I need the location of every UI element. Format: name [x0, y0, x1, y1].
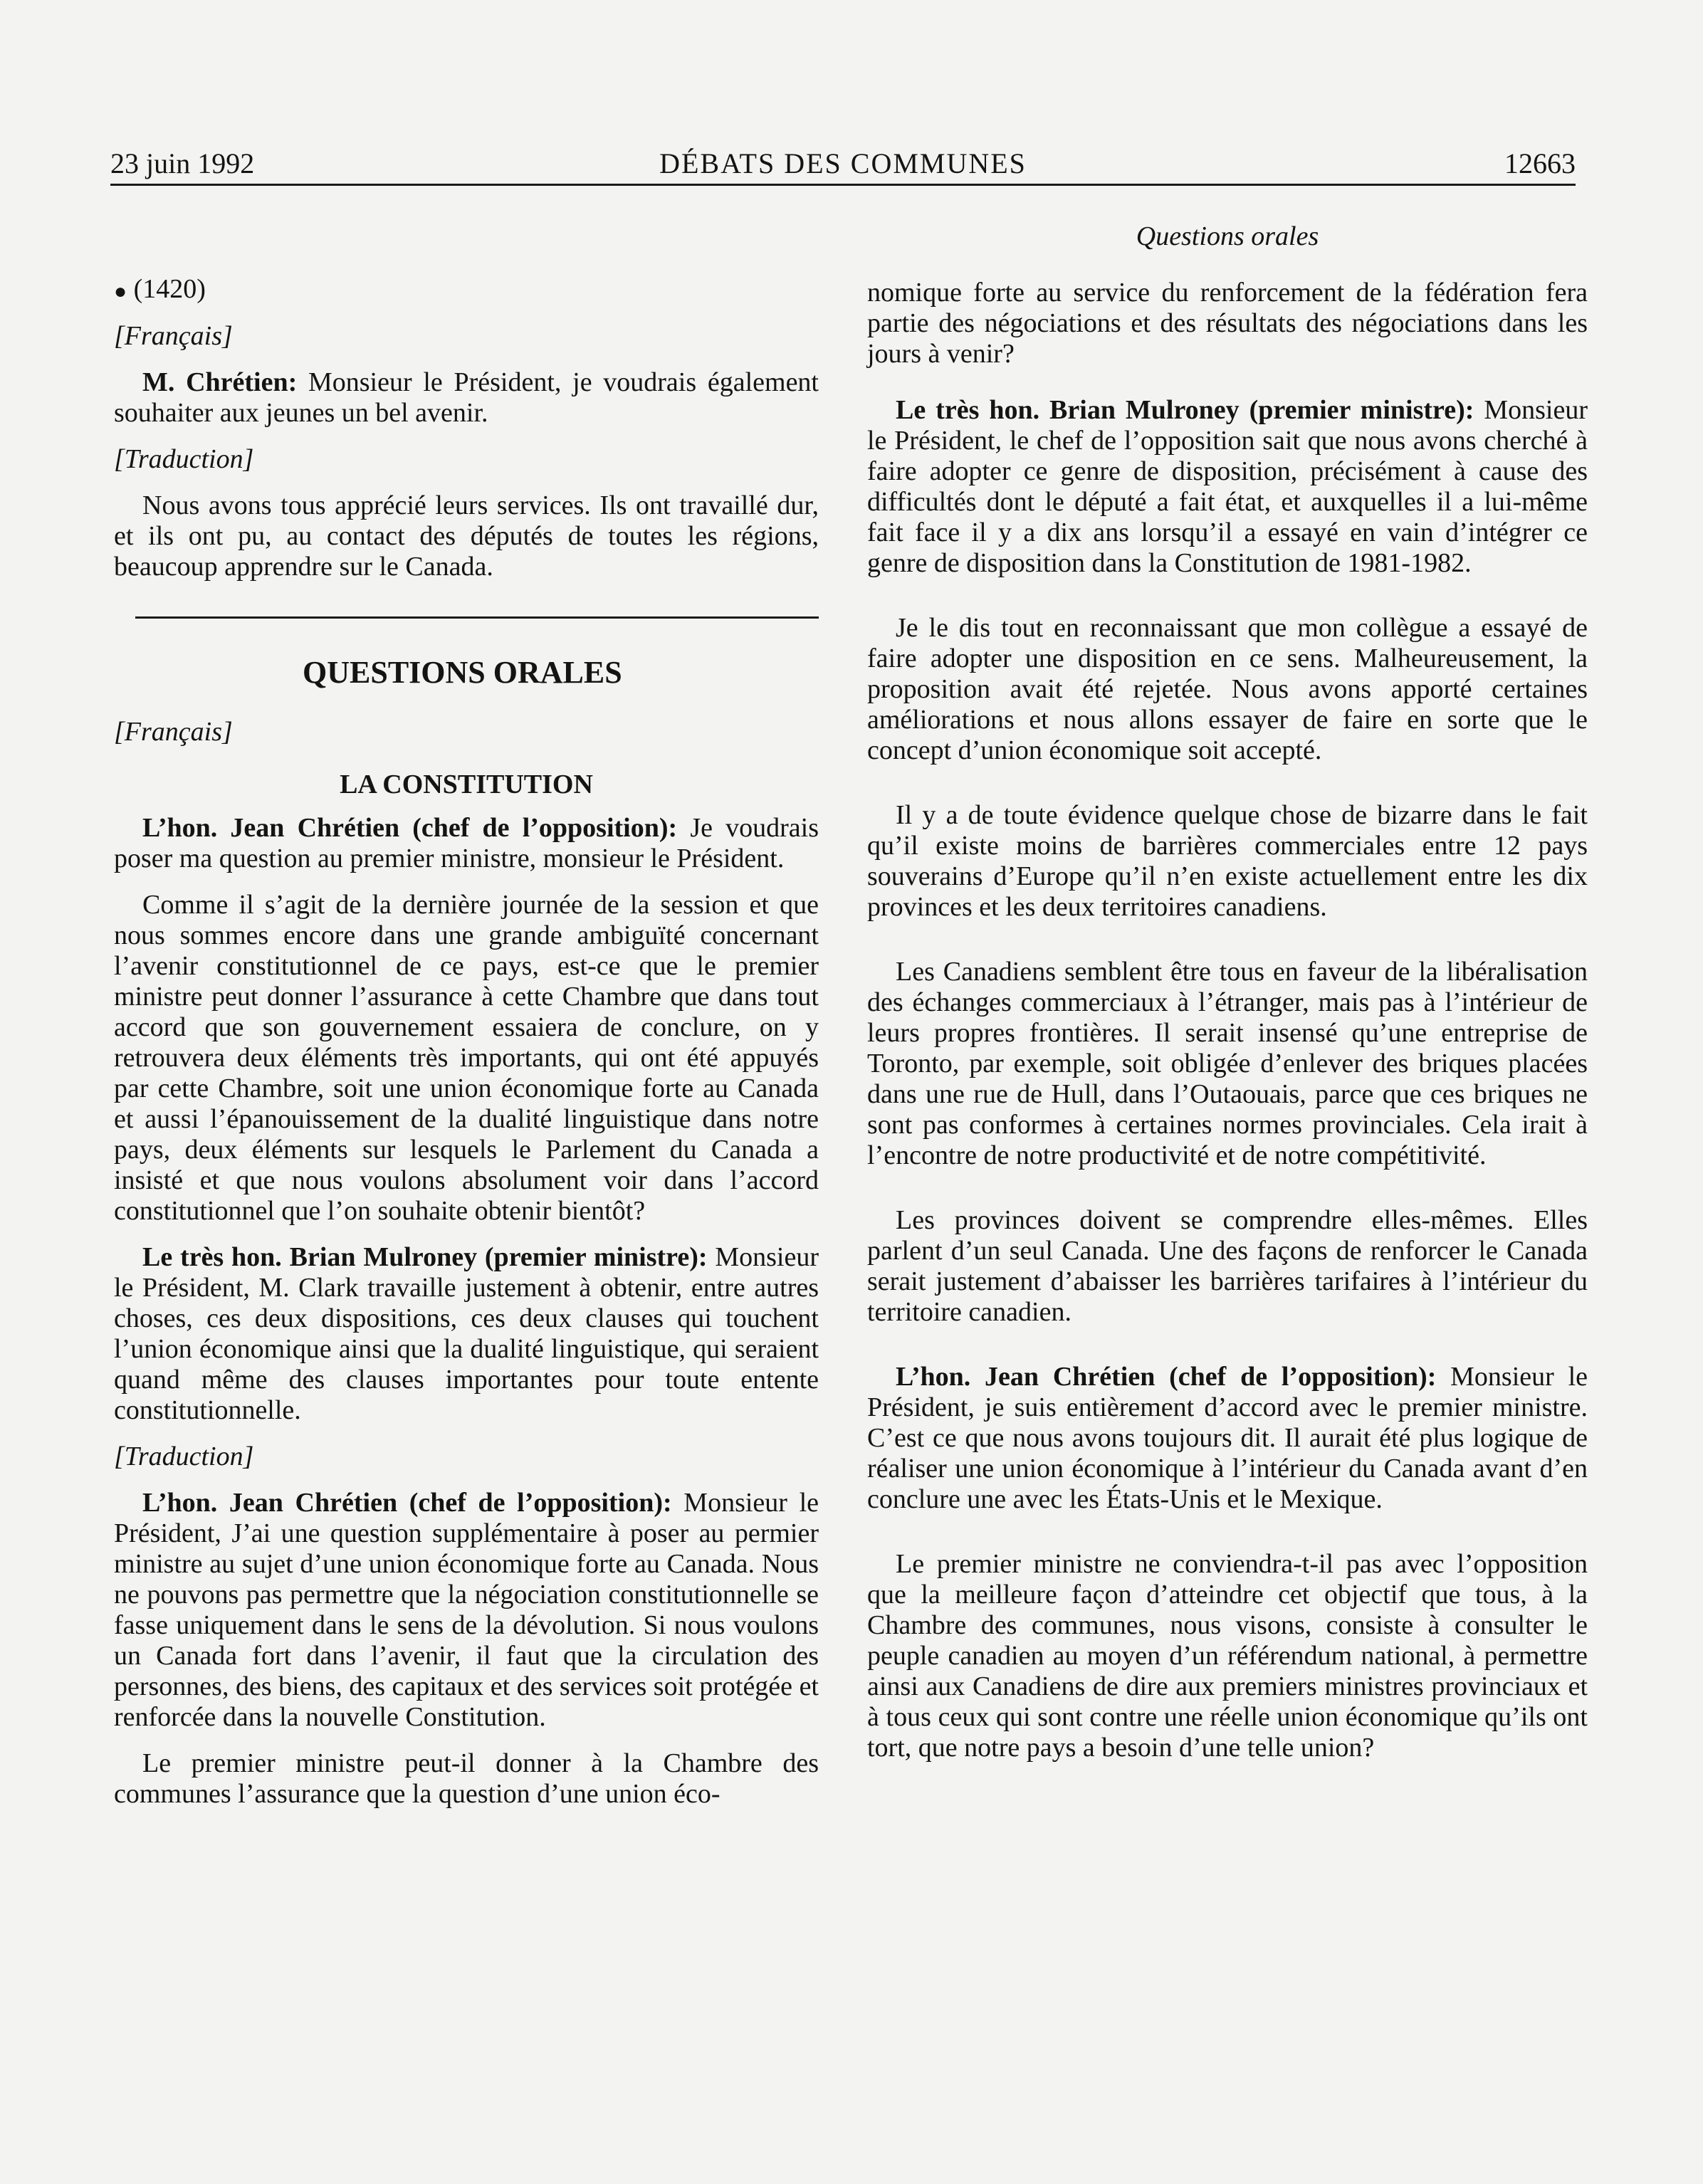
speech-text: Monsieur le Président, le chef de l’opposition sait que nous avons cherché à faire adopter ce genre de disposition, précisément à cause des difficultés dont le député a fait état, et auxquelles il a lui-même fait face il y a dix ans lorsqu’il a essayé en vain d’intégrer ce genre de disposition dans la Constitution de 1981-1982. — [867, 395, 1588, 578]
paragraph: Nous avons tous apprécié leurs services. Ils ont travaillé dur, et ils ont pu, au contact des députés de toutes les régions, beaucoup apprendre sur le Canada. — [114, 490, 819, 582]
speech-text: Je voudrais poser ma question au premier ministre, monsieur le Président. — [114, 812, 819, 873]
paragraph — [867, 395, 1588, 579]
language-tag: [Traduction] — [114, 1441, 254, 1471]
left-column — [114, 274, 819, 1810]
header-title: DÉBATS DES COMMUNES — [659, 147, 1027, 179]
paragraph: nomique forte au service du renforcement de la fédération fera partie des négociations et des résultats des négociations dans les jours à venir? — [867, 278, 1588, 369]
speech-text: Monsieur le Président, je voudrais également souhaiter aux jeunes un bel avenir. — [114, 367, 819, 428]
speech-text: Monsieur le Président, J’ai une question supplémentaire à poser au permier ministre au sujet d’une union économique forte au Canada. Nous ne pouvons pas permettre que la négociation constitutionnelle se fasse uniquement dans le sens de la dévolution. Si nous voulons un Canada fort dans l’avenir, il faut que la circulation des personnes, des biens, des capitaux et des services soit protégée et renforcée dans la nouvelle Constitution. — [114, 1487, 819, 1732]
section-divider — [135, 616, 819, 619]
speaker-name: M. Chrétien: — [142, 367, 298, 397]
speech-text: Monsieur le Président, M. Clark travaille justement à obtenir, entre autres choses, ces deux dispositions, ces deux clauses qui touchent l’union économique ainsi que la dualité linguistique, qui seraient quand même des clauses importantes pour toute entente constitutionnelle. — [114, 1241, 819, 1425]
language-tag: [Français] — [114, 716, 233, 747]
paragraph — [114, 367, 819, 429]
paragraph — [114, 1242, 819, 1426]
speaker-name: L’hon. Jean Chrétien (chef de l’opposition): — [142, 1487, 672, 1518]
paragraph: Les provinces doivent se comprendre elles-mêmes. Elles parlent d’un seul Canada. Une des façons de renforcer le Canada serait justement d’abaisser les barrières tarifaires à l’intérieur du territoire canadien. — [867, 1205, 1588, 1327]
paragraph: Le premier ministre ne conviendra-t-il pas avec l’opposition que la meilleure façon d’atteindre cet objectif que tous, à la Chambre des communes, nous visons, consiste à consulter le peuple canadien au moyen d’un référendum national, à permettre ainsi aux Canadiens de dire aux premiers ministres provinciaux et à tous ceux qui sont contre une réelle union économique qu’ils ont tort, que notre pays a besoin d’une telle union? — [867, 1549, 1588, 1763]
subsection-title: LA CONSTITUTION — [340, 769, 593, 799]
paragraph — [867, 1362, 1588, 1515]
paragraph — [114, 1488, 819, 1733]
speaker-name: Le très hon. Brian Mulroney (premier ministre): — [142, 1241, 708, 1272]
speaker-name: L’hon. Jean Chrétien (chef de l’opposition): — [896, 1362, 1437, 1392]
bullet-icon: ● — [114, 279, 127, 303]
paragraph: Les Canadiens semblent être tous en faveur de la libéralisation des échanges commerciaux à l’étranger, mais pas à l’intérieur de leurs propres frontières. Il serait insensé qu’une entreprise de Toronto, par exemple, soit obligée d’enlever des briques placées dans une rue de Hull, dans l’Outaouais, parce que ces briques ne sont pas conformes à certaines normes provinciales. Cela irait à l’encontre de notre productivité et de notre compétitivité. — [867, 957, 1588, 1170]
paragraph: Il y a de toute évidence quelque chose de bizarre dans le fait qu’il existe moins de barrières commerciales entre 12 pays souverains d’Europe qu’il n’en existe actuellement entre les dix provinces et les deux territoires canadiens. — [867, 800, 1588, 922]
paragraph: Je le dis tout en reconnaissant que mon collègue a essayé de faire adopter une disposition en ce sens. Malheureusement, la proposition avait été rejetée. Nous avons apporté certaines améliorations et nous allons essayer de faire en sorte que le concept d’union économique soit accepté. — [867, 613, 1588, 765]
speech-text: Monsieur le Président, je suis entièrement d’accord avec le premier ministre. C’est ce que nous avons toujours dit. Il aurait été plus logique de réaliser une union économique à l’intérieur du Canada avant d’en conclure une avec les États-Unis et le Mexique. — [867, 1362, 1588, 1514]
header-date: 23 juin 1992 — [110, 147, 255, 179]
section-title: QUESTIONS ORALES — [303, 654, 622, 690]
paragraph: Le premier ministre peut-il donner à la Chambre des communes l’assurance que la question d’une union éco- — [114, 1748, 819, 1809]
language-tag: [Français] — [114, 320, 233, 351]
timestamp — [114, 274, 819, 307]
right-column — [867, 278, 1588, 1763]
page-header — [110, 147, 1576, 186]
paragraph — [114, 813, 819, 874]
header-page-number: 12663 — [1504, 147, 1576, 179]
timestamp-text: (1420) — [133, 274, 206, 304]
running-head: Questions orales — [1136, 221, 1319, 251]
language-tag: [Traduction] — [114, 443, 254, 474]
paragraph: Comme il s’agit de la dernière journée de la session et que nous sommes encore dans une grande ambiguïté concernant l’avenir constitutionnel de ce pays, est-ce que le premier ministre peut donner l’assurance à cette Chambre que dans tout accord que son gouvernement essaiera de conclure, on y retrouvera deux éléments très importants, qui ont été appuyés par cette Chambre, soit une union économique forte au Canada et aussi l’épanouissement de la dualité linguistique dans notre pays, deux éléments sur lesquels le Parlement du Canada a insisté et que nous voulons absolument voir dans l’accord constitutionnel que l’on souhaite obtenir bientôt? — [114, 889, 819, 1226]
speaker-name: Le très hon. Brian Mulroney (premier ministre): — [896, 395, 1474, 425]
speaker-name: L’hon. Jean Chrétien (chef de l’opposition): — [142, 812, 678, 843]
